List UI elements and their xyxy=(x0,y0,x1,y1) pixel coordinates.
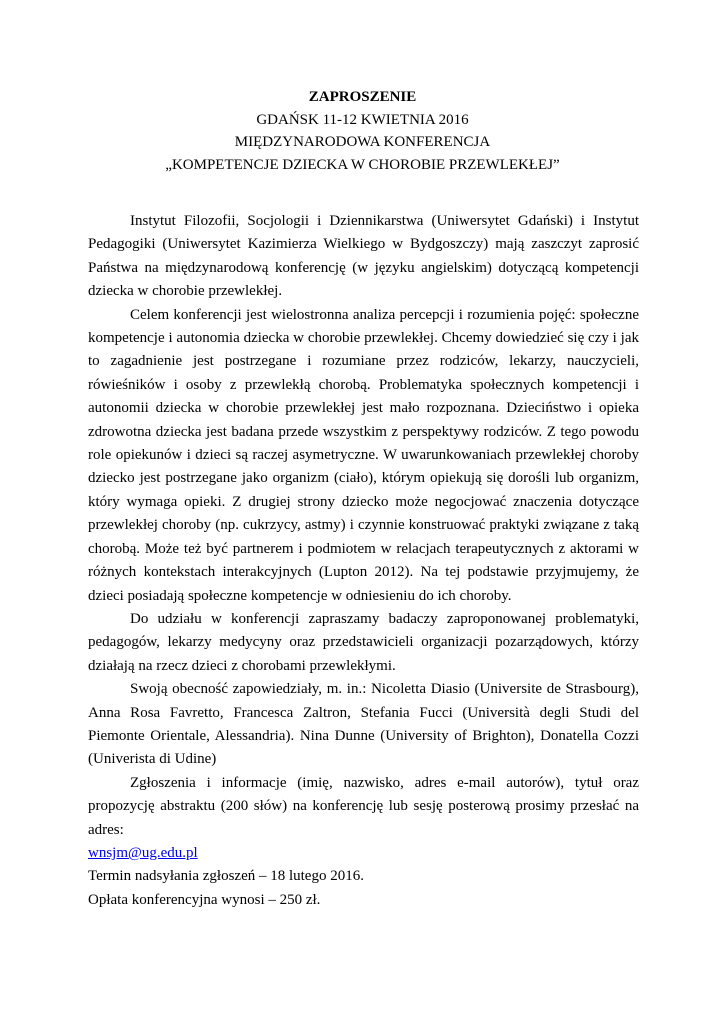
document-title: ZAPROSZENIE xyxy=(308,89,417,105)
conference-fee: Opłata konferencyjna wynosi – 250 zł. xyxy=(88,891,321,908)
conference-place-date: GDAŃSK 11-12 KWIETNIA 2016 xyxy=(256,111,469,128)
conference-name: „KOMPETENCJE DZIECKA W CHOROBIE PRZEWLEKŁEJ” xyxy=(165,156,560,173)
paragraph-confirmed-speakers: Swoją obecność zapowiedziały, m. in.: Nicoletta Diasio (Universite de Strasbourg), Anna Rosa Favretto, Francesca Zaltron, Stefania Fucci (Università degli Studi del Piemonte Orientale, Alessandria). Nina Dunne (University of Brighton), Donatella Cozzi (Univerista di Udine) xyxy=(88,681,639,768)
paragraph-invited-participants: Do udziału w konferencji zapraszamy badaczy zaproponowanej problematyki, pedagogów, lekarzy medycyny oraz przedstawicieli organizacji pozarządowych, którzy działają na rzecz dzieci z chorobami przewlekłymi. xyxy=(88,610,639,674)
document-header xyxy=(0,86,725,176)
submission-deadline: Termin nadsyłania zgłoszeń – 18 lutego 2016. xyxy=(88,868,364,885)
paragraph-aims: Celem konferencji jest wielostronna analiza percepcji i rozumienia pojęć: społeczne kompetencje i autonomia dziecka w chorobie przewlekłej. Chcemy dowiedzieć się czy i jak to zagadnienie jest postrzegane i rozumiane przez rodziców, lekarzy, nauczycieli, rówieśników i osoby z przewlekłą chorobą. Problematyka społecznych kompetencji i autonomii dziecka w chorobie przewlekłej jest mało rozpoznana. Dzieciństwo i opieka zdrowotna dziecka jest badana przede wszystkim z perspektywy rodziców. Z tego powodu role opiekunów i dzieci są raczej asymetryczne. W uwarunkowaniach przewlekłej choroby dziecko jest postrzegane jako organizm (ciało), którym opiekują się dorośli lub organizm, który wymaga opieki. Z drugiej strony dziecko może negocjować znaczenia dotyczące przewlekłej choroby (np. cukrzycy, astmy) i czynnie konstruować praktyki związane z taką chorobą. Może też być partnerem i podmiotem w relacjach terapeutycznych z aktorami w różnych kontekstach interakcyjnych (Lupton 2012). Na tej podstawie przyjmujemy, że dzieci posiadają społeczne kompetencje w odniesieniu do ich choroby. xyxy=(88,306,639,604)
conference-type: MIĘDZYNARODOWA KONFERENCJA xyxy=(234,134,491,150)
paragraph-organizers: Instytut Filozofii, Socjologii i Dziennikarstwa (Uniwersytet Gdański) i Instytut Pedagogiki (Uniwersytet Kazimierza Wielkiego w Bydgoszczy) mają zaszczyt zaprosić Państwa na międzynarodową konferencję (w języku angielskim) dotyczącą kompetencji dziecka w chorobie przewlekłej. xyxy=(88,213,639,300)
contact-email-link[interactable]: wnsjm@ug.edu.pl xyxy=(88,844,198,861)
paragraph-submission-info: Zgłoszenia i informacje (imię, nazwisko, adres e-mail autorów), tytuł oraz propozycję abstraktu (200 słów) na konferencję lub sesję posterową prosimy przesłać na adres: xyxy=(88,774,639,838)
email-line xyxy=(88,842,639,865)
document-body xyxy=(88,210,639,912)
